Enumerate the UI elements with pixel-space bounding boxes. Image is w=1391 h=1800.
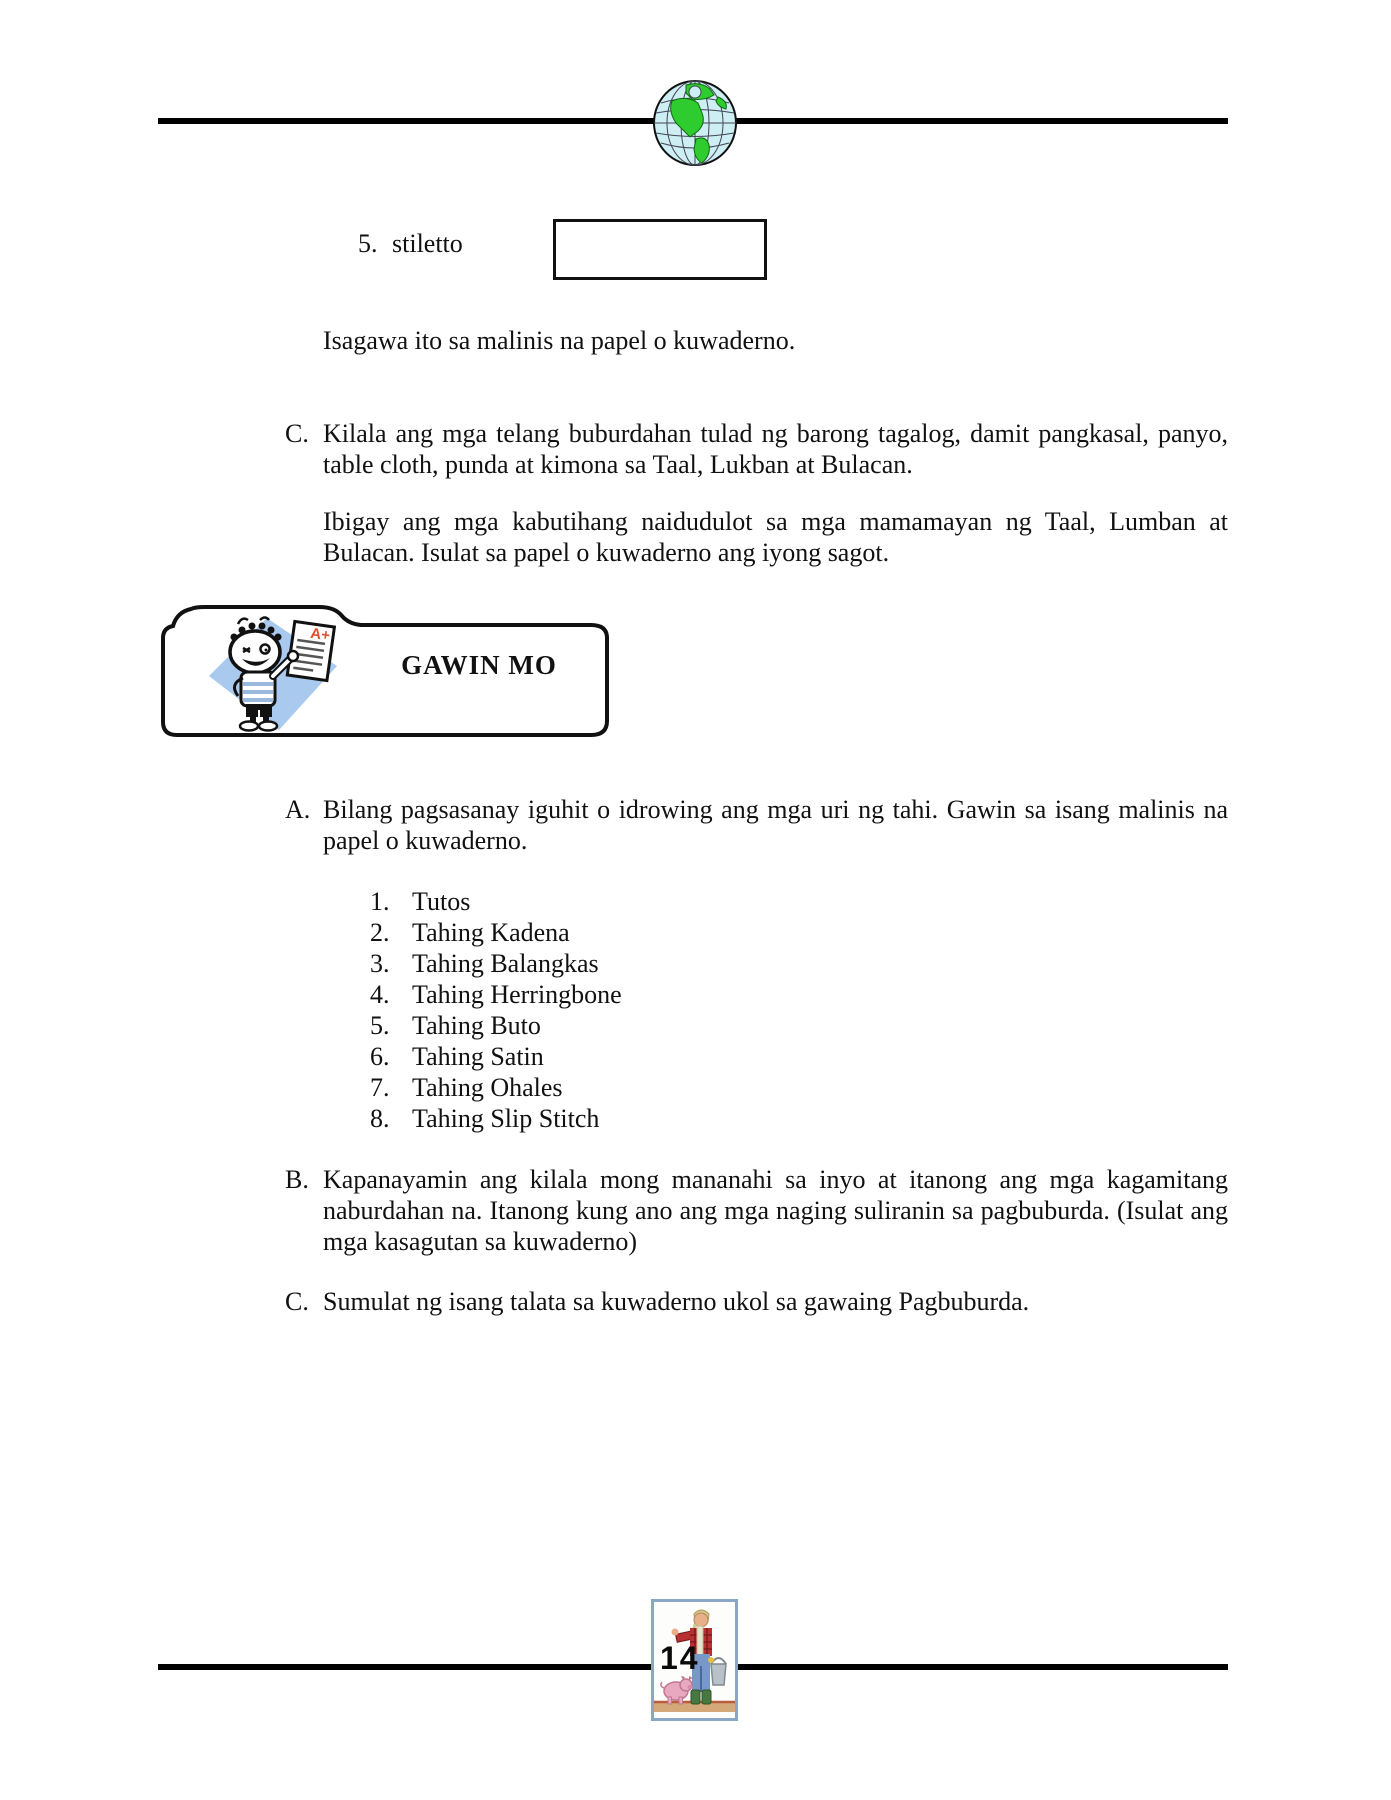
gawin-mo-banner — [161, 604, 609, 737]
list-item-number: 5. — [370, 1011, 390, 1040]
page-number: 14 — [660, 1640, 700, 1676]
section-b-text: Kapanayamin ang kilala mong mananahi sa inyo at itanong ang mga kagamitang naburdahan na. Itanong kung ano ang mga naging suliranin sa pagbuburda. (Isulat ang mga kasagutan sa kuwaderno) — [323, 1165, 1228, 1256]
section-a — [285, 794, 1228, 856]
list-item-number: 8. — [370, 1104, 390, 1133]
list-item — [370, 917, 622, 948]
list-item — [370, 948, 622, 979]
section-c1 — [285, 418, 1228, 480]
list-item-label: Tahing Ohales — [412, 1073, 563, 1102]
section-b — [285, 1164, 1228, 1257]
list-item-label: Tutos — [412, 887, 471, 916]
section-c1-letter: C. — [285, 419, 309, 448]
list-item-label: Tahing Slip Stitch — [412, 1104, 600, 1133]
list-item-number: 7. — [370, 1073, 390, 1102]
list-item-label: Tahing Herringbone — [412, 980, 622, 1009]
globe-icon — [652, 79, 738, 172]
list-item-number: 2. — [370, 918, 390, 947]
list-item-label: Tahing Balangkas — [412, 949, 599, 978]
list-item — [370, 1010, 622, 1041]
answer-box[interactable] — [553, 219, 767, 280]
student-paper-icon — [205, 614, 341, 737]
grade-mark: A+ — [309, 624, 332, 645]
matching-item-5 — [358, 228, 463, 259]
section-c1-text: Kilala ang mga telang buburdahan tulad ng barong tagalog, damit pangkasal, panyo, table cloth, punda at kimona sa Taal, Lukban at Bulacan. — [323, 419, 1228, 479]
list-item-label: Tahing Buto — [412, 1011, 541, 1040]
instruction-line: Isagawa ito sa malinis na papel o kuwaderno. — [323, 326, 796, 355]
list-item — [370, 886, 622, 917]
list-item — [370, 1103, 622, 1134]
stitch-list — [370, 886, 622, 1134]
list-item-label: Tahing Satin — [412, 1042, 544, 1071]
section-c2-text: Sumulat ng isang talata sa kuwaderno ukol sa gawaing Pagbuburda. — [323, 1287, 1030, 1316]
list-item-label: Tahing Kadena — [412, 918, 570, 947]
list-item-number: 4. — [370, 980, 390, 1009]
page-footer-illustration — [651, 1599, 738, 1721]
section-c2 — [285, 1286, 1228, 1317]
matching-item-number: 5. — [358, 229, 378, 258]
list-item — [370, 979, 622, 1010]
banner-title: GAWIN MO — [401, 650, 557, 680]
list-item-number: 3. — [370, 949, 390, 978]
list-item-number: 1. — [370, 887, 390, 916]
section-a-letter: A. — [285, 795, 311, 824]
section-c2-letter: C. — [285, 1287, 309, 1316]
section-c1-paragraph2: Ibigay ang mga kabutihang naidudulot sa mga mamamayan ng Taal, Lumban at Bulacan. Isulat sa papel o kuwaderno ang iyong sagot. — [323, 507, 1228, 567]
list-item-number: 6. — [370, 1042, 390, 1071]
list-item — [370, 1072, 622, 1103]
matching-item-term: stiletto — [392, 229, 463, 258]
section-a-text: Bilang pagsasanay iguhit o idrowing ang mga uri ng tahi. Gawin sa isang malinis na papel o kuwaderno. — [323, 795, 1228, 855]
section-b-letter: B. — [285, 1165, 309, 1194]
list-item — [370, 1041, 622, 1072]
